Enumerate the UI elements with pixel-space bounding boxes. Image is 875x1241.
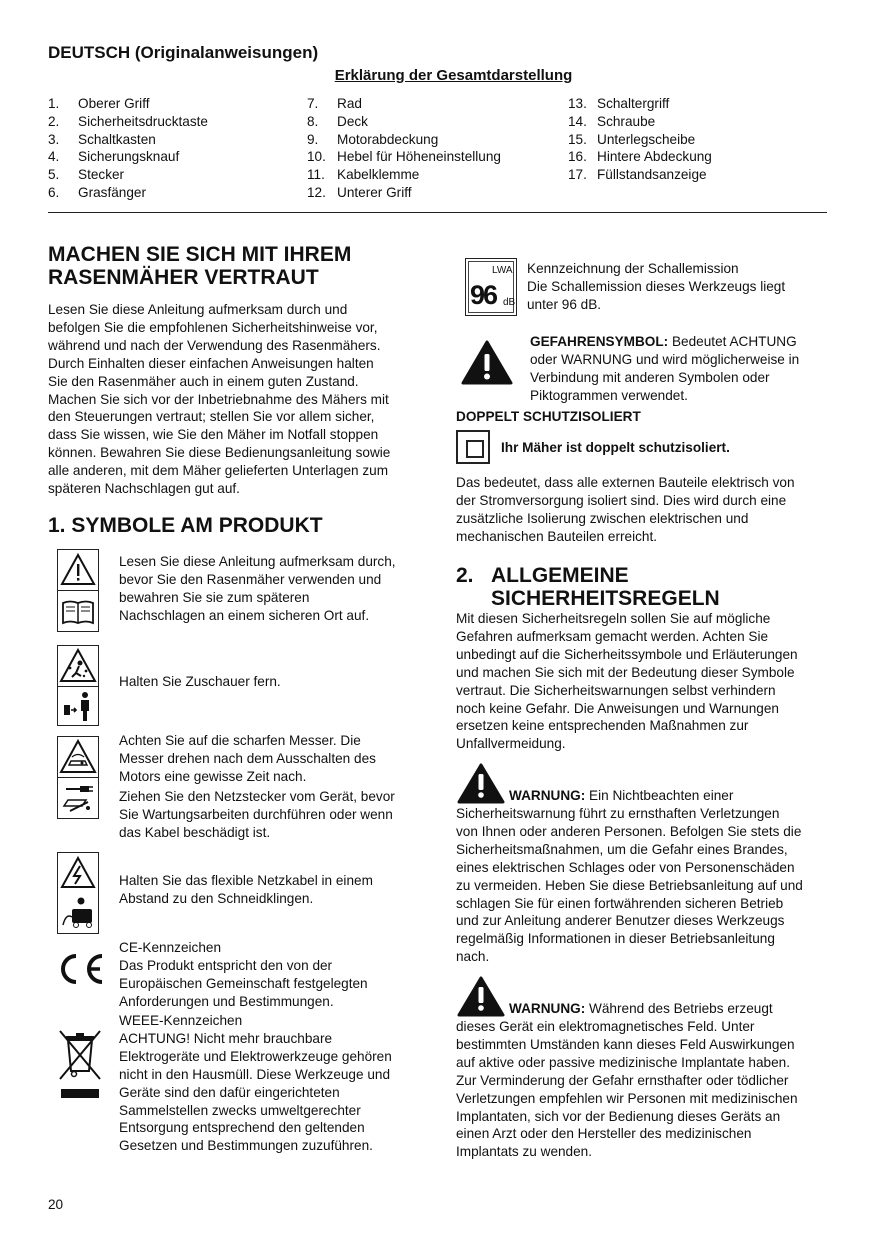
- sharp-blades-text: [119, 732, 376, 786]
- keep-cable-away-icon: [57, 852, 99, 934]
- ce-mark-icon: [55, 952, 107, 986]
- text-line: unbedingt auf die Sicherheitssymbole und Erläuterungen: [456, 646, 798, 662]
- danger-symbol-text: GEFAHRENSYMBOL: Bedeutet ACHTUNG oder WARNUNG und wird möglicherweise in Verbindung mit anderen Symbolen oder Piktogrammen verwendet.: [530, 334, 800, 403]
- warning2-text: [456, 1018, 798, 1161]
- text-line: Kennzeichnung der Schallemission: [527, 261, 739, 276]
- text-line: der Stromversorgung isoliert sind. Dies wird durch eine: [456, 492, 787, 508]
- text-line: Lesen Sie diese Anleitung aufmerksam durch,: [119, 554, 396, 569]
- legend-item: 9. Motorabdeckung: [307, 131, 439, 147]
- text-line: bewahren Sie sie zum späteren: [119, 589, 310, 605]
- text-line: einen Arzt oder den Hersteller des medizinischen: [456, 1126, 752, 1142]
- text-line: Das Produkt entspricht den von der: [119, 957, 333, 973]
- text-line: Sie Wartungsarbeiten durchführen oder wenn: [119, 806, 393, 822]
- text-line: Abstand zu den Schneidklingen.: [119, 890, 314, 906]
- text-line: bevor Sie den Rasenmäher verwenden und: [119, 571, 382, 587]
- read-manual-icon: [57, 590, 99, 632]
- text-line: Geräte sind den dafür eingerichteten: [119, 1084, 340, 1100]
- text-line: Lesen Sie diese Anleitung aufmerksam durch und: [48, 302, 348, 317]
- legend-item: 7. Rad: [307, 96, 362, 111]
- warning-triangle-icon: [57, 549, 99, 591]
- text-line: vertraut. Die Sicherheitswarnungen selbst verhindern: [456, 682, 776, 698]
- legend-item: 3. Schaltkasten: [48, 131, 156, 147]
- text-line: dieses Gerät ein elektromagnetisches Feld. Unter: [456, 1019, 755, 1034]
- legend-item: 17. Füllstandsanzeige: [568, 167, 707, 183]
- text-line: eines elektrischen Schlages oder von Personenschäden: [456, 859, 795, 875]
- noise-text: [527, 260, 785, 314]
- text-line: und machen Sie sich mit der Bedeutung dieser Symbole: [456, 664, 795, 680]
- language-heading: DEUTSCH (Originalanweisungen): [48, 43, 319, 62]
- text-line: Sicherheitswarnung führt zu ernsthaften Verletzungen: [456, 806, 780, 821]
- warning-icon: [457, 975, 505, 1017]
- double-insulated-heading: DOPPELT SCHUTZISOLIERT: [456, 409, 641, 424]
- text-line: ACHTUNG! Nicht mehr brauchbare: [119, 1030, 333, 1046]
- legend-item: 13. Schaltergriff: [568, 96, 670, 111]
- text-line: Motors eine gewisse Zeit nach.: [119, 768, 307, 784]
- text-line: Gefahren aufmerksam gemacht werden. Achten Sie: [456, 628, 769, 644]
- text-line: Unfallvermeidung.: [456, 736, 566, 752]
- weee-text: [119, 1012, 392, 1155]
- text-line: alle anderen, mit dem Mäher gelieferten Unterlagen zum: [48, 463, 389, 479]
- legend-item: 12. Unterer Griff: [307, 184, 412, 200]
- text-line: können. Bewahren Sie diese Bedienungsanleitung sowie: [48, 445, 391, 461]
- text-line: Mit diesen Sicherheitsregeln sollen Sie auf mögliche: [456, 611, 771, 626]
- text-line: befolgen Sie die empfohlenen Sicherheitshinweise vor,: [48, 319, 378, 335]
- danger-symbol-icon: [461, 339, 513, 386]
- text-line: Messer drehen nach dem Ausschalten des: [119, 750, 376, 766]
- legend-item: 14. Schraube: [568, 113, 656, 129]
- text-line: Halten Sie das flexible Netzkabel in einem: [119, 873, 373, 888]
- legend-column-2: [307, 95, 501, 202]
- keep-bystanders-away-icon: [57, 686, 99, 726]
- text-line: Europäischen Gemeinschaft festgelegten: [119, 975, 368, 991]
- text-line: unter 96 dB.: [527, 296, 602, 312]
- text-line: und zur Anleitung anderer Benutzer dieses Werkzeugs: [456, 913, 785, 929]
- text-line: zusätzliche Isolierung zwischen elektrischen und: [456, 510, 749, 526]
- warning1-text: [456, 805, 803, 966]
- read-manual-text: [119, 553, 396, 625]
- text-line: Halten Sie Zuschauer fern.: [119, 674, 281, 689]
- section2-intro: [456, 610, 798, 753]
- bystanders-text: [119, 673, 281, 691]
- legend-item: 11. Kabelklemme: [307, 167, 420, 183]
- text-line: Sammelstellen zwecks umweltgerechter: [119, 1102, 361, 1118]
- text-line: Das bedeutet, dass alle externen Bauteile elektrisch von: [456, 475, 795, 490]
- text-line: dass Sie wissen, wie Sie den Mäher im Notfall stoppen: [48, 427, 379, 443]
- text-line: nicht in den Hausmüll. Diese Werkzeuge und: [119, 1066, 391, 1082]
- text-line: zu vermeiden. Heben Sie diese Betriebsanleitung auf und: [456, 877, 803, 893]
- text-line: Entsorgung entsprechend den geltenden: [119, 1120, 365, 1136]
- unplug-text: [119, 788, 395, 842]
- intro-heading: MACHEN SIE SICH MIT IHREM RASENMÄHER VERTRAUT: [48, 243, 352, 289]
- text-line: Implantats zu wenden.: [456, 1144, 593, 1160]
- text-line: Verletzungen empfehlen wir Personen mit medizinischen: [456, 1090, 798, 1106]
- text-line: Implantaten, sich vor der Bedienung dieses Geräts an: [456, 1108, 781, 1124]
- text-line: WEEE-Kennzeichen: [119, 1013, 243, 1028]
- page-number: 20: [48, 1197, 64, 1212]
- text-line: Ziehen Sie den Netzstecker vom Gerät, bevor: [119, 789, 395, 804]
- noise-emission-icon: LWA 96 dB: [465, 258, 517, 316]
- sharp-blades-icon: [57, 736, 99, 778]
- text-line: ersetzen keine entsprechenden Maßnahmen zur: [456, 718, 749, 734]
- text-line: Achten Sie auf die scharfen Messer. Die: [119, 733, 361, 748]
- text-line: regelmäßig Informationen in dieser Betriebsanleitung: [456, 931, 775, 947]
- legend-item: 5. Stecker: [48, 167, 125, 183]
- text-line: schlagen Sie für einen fortwährenden sicheren Betrieb: [456, 895, 784, 911]
- warning1-first-line: WARNUNG: Ein Nichtbeachten einer: [509, 788, 734, 803]
- double-insulated-text: [456, 474, 795, 546]
- text-line: noch keine Gefahr. Die Anweisungen und Warnungen: [456, 700, 779, 716]
- text-line: auf aktive oder passive medizinische Implantate haben.: [456, 1054, 790, 1070]
- legend-item: 16. Hintere Abdeckung: [568, 149, 712, 165]
- text-line: während und nach der Verwendung des Rasenmähers.: [48, 337, 381, 353]
- legend-item: 10. Hebel für Höheneinstellung: [307, 149, 501, 165]
- legend-column-1: [48, 95, 208, 202]
- text-line: Elektrogeräte und Elektrowerkzeuge gehören: [119, 1048, 392, 1064]
- text-line: das Kabel beschädigt ist.: [119, 824, 271, 840]
- section1-heading: 1. SYMBOLE AM PRODUKT: [48, 514, 323, 537]
- text-line: bestimmten Umständen kann dieses Feld Auswirkungen: [456, 1036, 795, 1052]
- legend-item: 1. Oberer Griff: [48, 96, 150, 111]
- text-line: CE-Kennzeichen: [119, 940, 222, 955]
- text-line: mechanischen Bauteilen erreicht.: [456, 528, 657, 544]
- text-line: nach.: [456, 949, 490, 965]
- legend-item: 2. Sicherheitsdrucktaste: [48, 113, 208, 129]
- legend-item: 15. Unterlegscheibe: [568, 131, 696, 147]
- unplug-before-maintenance-icon: [57, 777, 99, 819]
- double-insulated-label: Ihr Mäher ist doppelt schutzisoliert.: [501, 440, 730, 455]
- text-line: späteren Nachschlagen gut auf.: [48, 481, 240, 497]
- text-line: Zur Verminderung der Gefahr ernsthafter oder tödlicher: [456, 1072, 789, 1088]
- legend-item: 8. Deck: [307, 113, 368, 129]
- text-line: Sie den Rasenmäher auch in einem guten Zustand.: [48, 373, 359, 389]
- text-line: den Steuerungen vertraut; stellen Sie vor allem sicher,: [48, 409, 375, 425]
- weee-crossed-bin-icon: [57, 1029, 103, 1101]
- legend-title: Erklärung der Gesamtdarstellung: [334, 67, 573, 84]
- section2-heading: 2. ALLGEMEINE SICHERHEITSREGELN: [456, 564, 720, 610]
- text-line: von Ihnen oder anderen Personen. Befolgen Sie stets die: [456, 823, 802, 839]
- thrown-objects-icon: [57, 645, 99, 687]
- text-line: Nachschlagen an einem sicheren Ort auf.: [119, 607, 370, 623]
- text-line: Sicherheitsmaßnahmen, um die Gefahr eines Brandes,: [456, 841, 788, 857]
- ce-text: [119, 939, 368, 1011]
- text-line: Durch Einhalten dieser einfachen Anweisungen halten: [48, 355, 374, 371]
- text-line: Machen Sie sich vor der Inbetriebnahme des Mähers mit: [48, 391, 389, 407]
- double-insulation-icon: [456, 430, 490, 464]
- legend-item: 4. Sicherungsknauf: [48, 149, 180, 165]
- text-line: Gesetzen und Bestimmungen zuzuführen.: [119, 1138, 373, 1154]
- text-line: Anforderungen und Bestimmungen.: [119, 993, 334, 1009]
- warning-icon: [457, 762, 505, 804]
- legend-item: 6. Grasfänger: [48, 184, 147, 200]
- cable-text: [119, 872, 373, 908]
- text-line: Die Schallemission dieses Werkzeugs liegt: [527, 278, 786, 294]
- header-divider: [48, 212, 827, 213]
- legend-column-3: [568, 95, 712, 184]
- intro-text: [48, 301, 390, 498]
- warning2-first-line: WARNUNG: Während des Betriebs erzeugt: [509, 1001, 773, 1016]
